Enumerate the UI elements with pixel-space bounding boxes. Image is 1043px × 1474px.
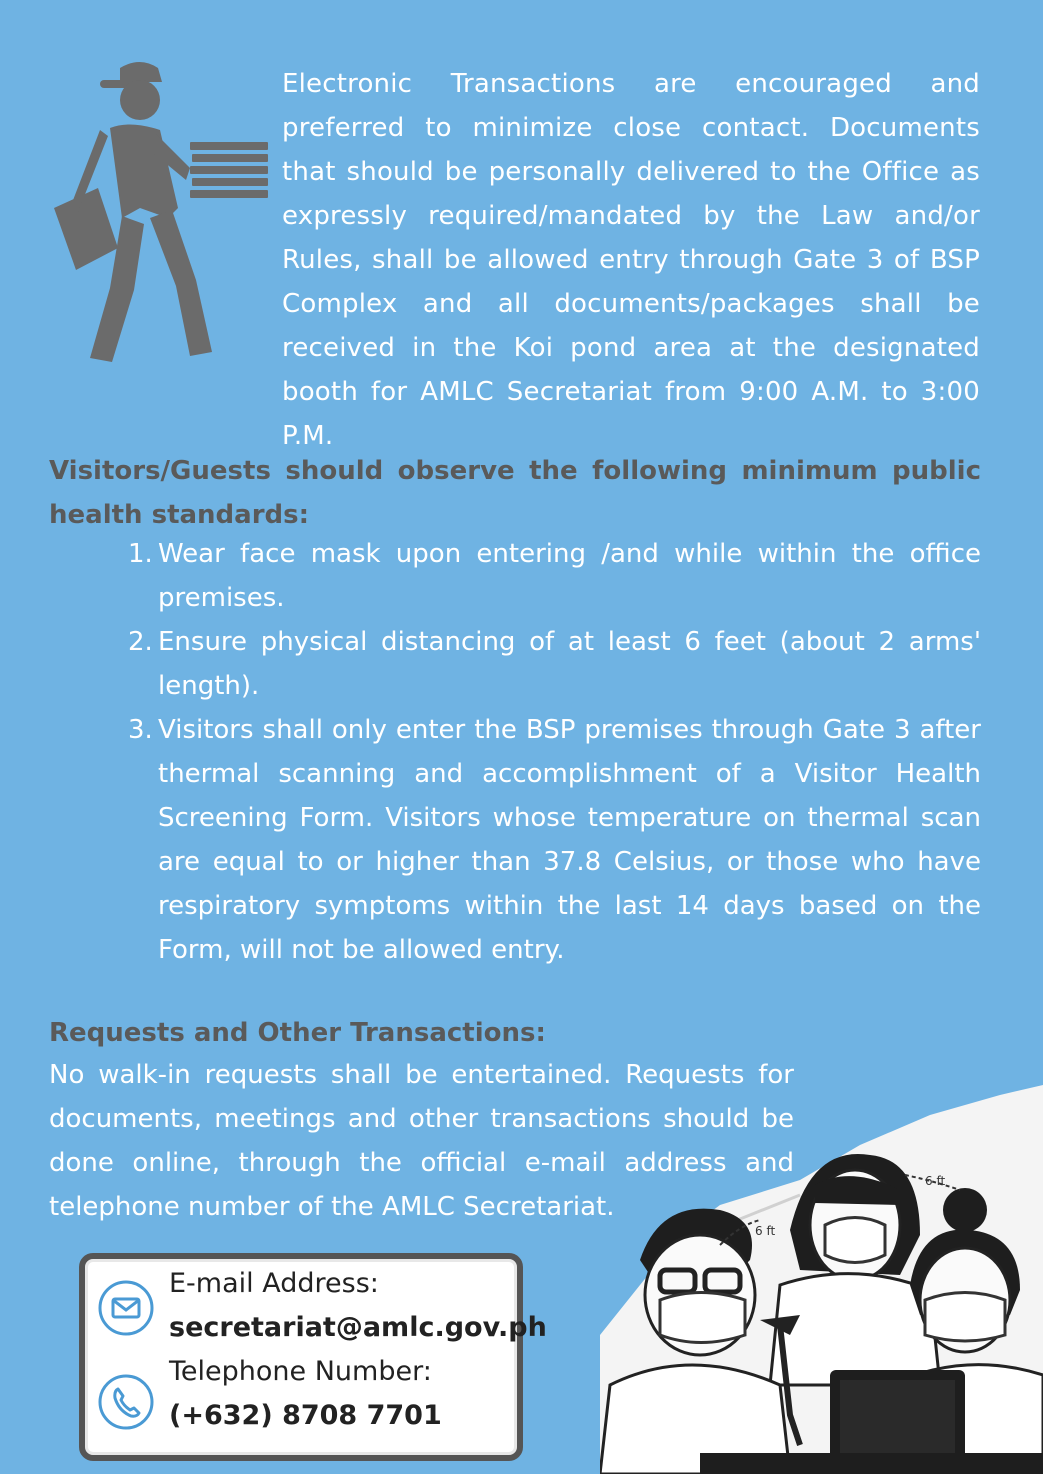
contact-box [79,1253,547,1461]
list-number: 1. [128,539,153,569]
email-label: E-mail Address: [169,1268,379,1299]
requests-paragraph: No walk-in requests shall be entertained. Requests for documents, meetings and other transactions should be done online, through the official e-mail address and telephone number of the AMLC Secretariat. [49,1060,794,1222]
masked-people-illustration [600,1085,1043,1474]
visitors-heading: Visitors/Guests should observe the following minimum public health standards: [49,456,981,530]
health-standards-list [128,532,981,972]
envelope-icon [97,1279,155,1337]
list-item [128,708,981,972]
phone-icon [97,1373,155,1431]
list-item-text: Wear face mask upon entering /and while within the office premises. [158,539,981,613]
list-number: 3. [128,715,153,745]
distance-label: 6 ft [925,1174,946,1188]
list-item-text: Ensure physical distancing of at least 6 feet (about 2 arms' length). [158,627,981,701]
courier-icon [40,58,280,368]
distance-label: 6 ft [755,1224,776,1238]
list-item-text: Visitors shall only enter the BSP premises through Gate 3 after thermal scanning and accomplishment of a Visitor Health Screening Form. Visitors whose temperature on thermal scan are equal to or higher than 37.8 Celsius, or those who have respiratory symptoms within the last 14 days based on the Form, will not be allowed entry. [158,715,981,965]
phone-number[interactable]: (+632) 8708 7701 [169,1400,442,1431]
requests-heading: Requests and Other Transactions: [49,1018,546,1048]
phone-label: Telephone Number: [169,1356,432,1387]
list-item [128,532,981,620]
list-number: 2. [128,627,153,657]
email-address[interactable]: secretariat@amlc.gov.ph [169,1312,547,1343]
intro-paragraph: Electronic Transactions are encouraged and preferred to minimize close contact. Documents that should be personally delivered to the Office as expressly required/mandated by the Law and/or Rules, shall be allowed entry through Gate 3 of BSP Complex and all documents/packages shall be received in the Koi pond area at the designated booth for AMLC Secretariat from 9:00 A.M. to 3:00 P.M. [282,69,980,451]
list-item [128,620,981,708]
